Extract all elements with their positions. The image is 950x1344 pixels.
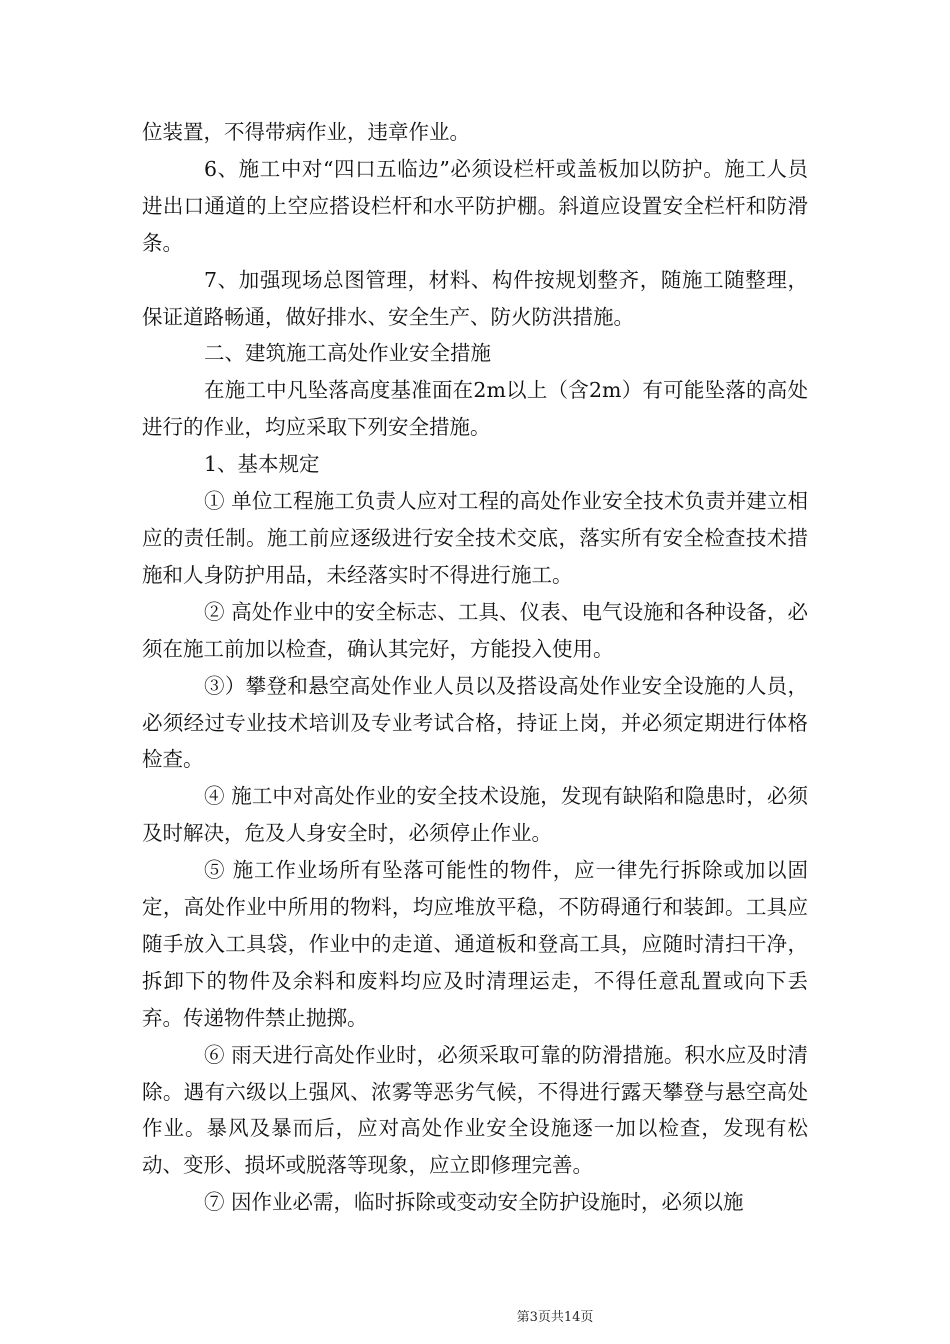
body-text bbox=[142, 114, 808, 1221]
paragraph: ⑦ 因作业必需，临时拆除或变动安全防护设施时，必须以施 bbox=[204, 1190, 744, 1215]
paragraph: 在施工中凡坠落高度基准面在2m以上（含2m）有可能坠落的高处进行的作业，均应采取下列安全措施。 bbox=[142, 378, 808, 440]
page-number: 第3页共14页 bbox=[516, 1310, 594, 1325]
paragraph: ⑥ 雨天进行高处作业时，必须采取可靠的防滑措施。积水应及时清除。遇有六级以上强风、浓雾等恶劣气候，不得进行露天攀登与悬空高处作业。暴风及暴而后，应对高处作业安全设施逐一加以检查，发现有松动、变形、损坏或脱落等现象，应立即修理完善。 bbox=[142, 1042, 808, 1178]
subsection-heading: 1、基本规定 bbox=[204, 452, 320, 477]
paragraph: 7、加强现场总图管理，材料、构件按规划整齐，随施工随整理，保证道路畅通，做好排水、安全生产、防火防洪措施。 bbox=[142, 267, 808, 329]
paragraph: ① 单位工程施工负责人应对工程的高处作业安全技术负责并建立相应的责任制。施工前应逐级进行安全技术交底，落实所有安全检查技术措施和人身防护用品，未经落实时不得进行施工。 bbox=[142, 489, 808, 587]
paragraph: ④ 施工中对高处作业的安全技术设施，发现有缺陷和隐患时，必须及时解决，危及人身安全时，必须停止作业。 bbox=[142, 784, 808, 846]
paragraph: 位装置，不得带病作业，违章作业。 bbox=[142, 120, 470, 144]
paragraph: ② 高处作业中的安全标志、工具、仪表、电气设施和各种设备，必须在施工前加以检查，确认其完好，方能投入使用。 bbox=[142, 599, 808, 661]
paragraph: ③）攀登和悬空高处作业人员以及搭设高处作业安全设施的人员，必须经过专业技术培训及专业考试合格，持证上岗，并必须定期进行体格检查。 bbox=[142, 673, 808, 772]
section-heading: 二、建筑施工高处作业安全措施 bbox=[204, 341, 491, 366]
paragraph: ⑤ 施工作业场所有坠落可能性的物件，应一律先行拆除或加以固定，高处作业中所用的物料，均应堆放平稳，不防碍通行和装卸。工具应随手放入工具袋，作业中的走道、通道板和登高工具，应随时清扫干净，拆卸下的物件及余料和废料均应及时清理运走，不得任意乱置或向下丢弃。传递物件禁止抛掷。 bbox=[142, 858, 808, 1030]
paragraph: 6、施工中对“四口五临边”必须设栏杆或盖板加以防护。施工人员进出口通道的上空应搭设栏杆和水平防护棚。斜道应设置安全栏杆和防滑条。 bbox=[142, 156, 808, 255]
